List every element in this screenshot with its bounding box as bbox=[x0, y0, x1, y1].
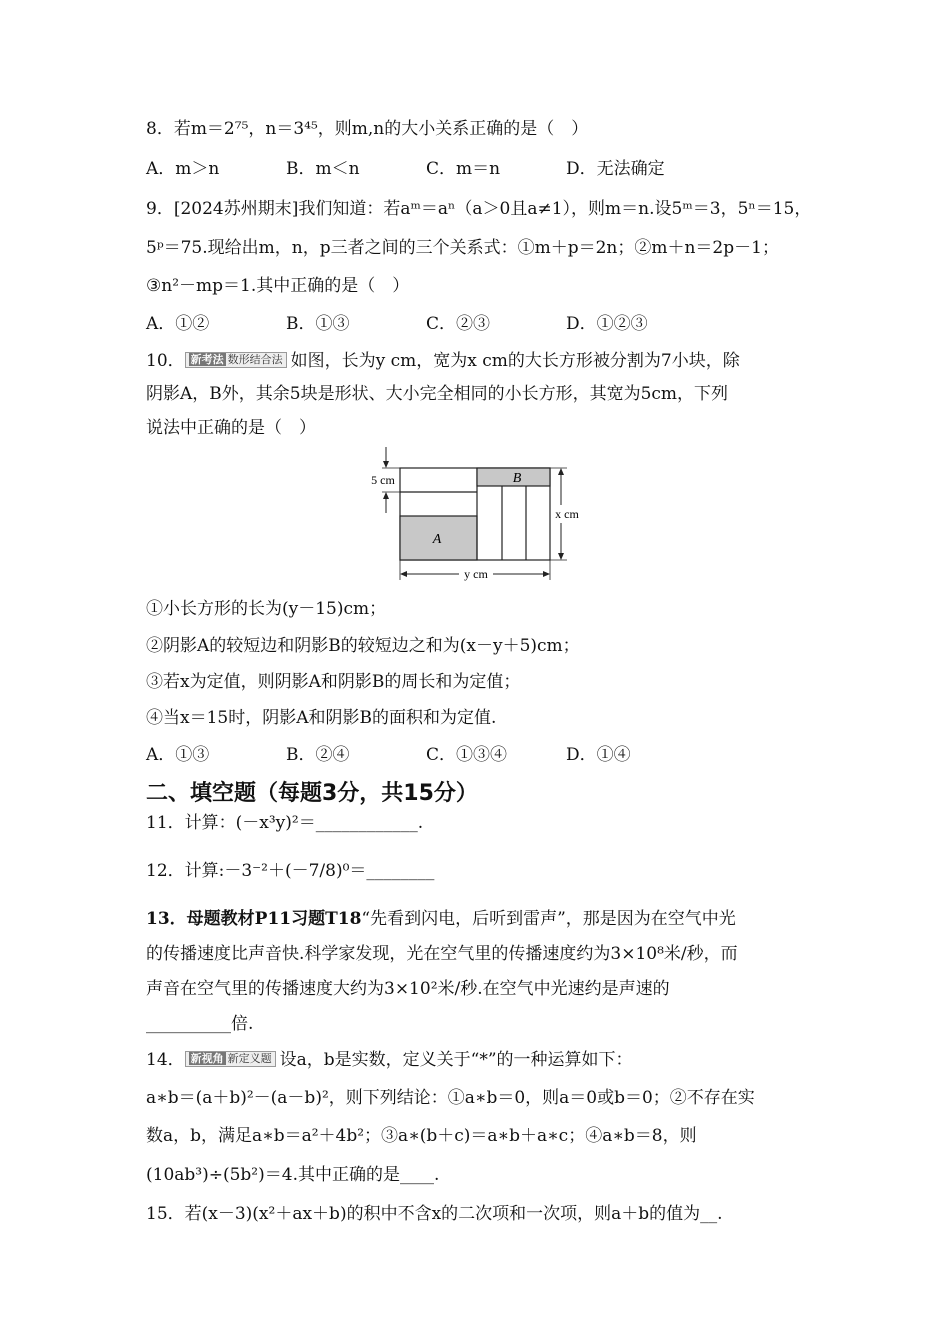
q8-option-c[interactable]: C．m＝n bbox=[426, 159, 501, 179]
q10-option-b[interactable]: B．②④ bbox=[286, 745, 350, 765]
q10-line-3: 说法中正确的是（ ） bbox=[146, 418, 316, 438]
section-2-title: 二、填空题（每题3分，共15分） bbox=[146, 781, 478, 806]
q13-line-3: 声音在空气里的传播速度大约为3×10²米/秒.在空气中光速约是声速的 bbox=[146, 979, 670, 999]
arrow-down-icon bbox=[383, 461, 389, 468]
q14-badge bbox=[185, 1051, 276, 1067]
q14-stem-1: 设a，b是实数，定义关于“*”的一种运算如下： bbox=[279, 1050, 633, 1070]
q8-options bbox=[146, 158, 706, 180]
q10-badge-label: 数形结合法 bbox=[227, 353, 283, 366]
q14-line-2: a∗b＝(a＋b)²－(a－b)²，则下列结论：①a∗b＝0，则a＝0或b＝0；②不存在实 bbox=[146, 1088, 755, 1108]
q15-text: 15．若(x－3)(x²＋ax＋b)的积中不含x的二次项和一次项，则a＋b的值为__. bbox=[146, 1204, 723, 1224]
q10-option-d[interactable]: D．①④ bbox=[566, 745, 631, 765]
q9-option-d[interactable]: D．①②③ bbox=[566, 314, 648, 334]
arrow-left-icon bbox=[400, 571, 407, 577]
q11-text: 11．计算：(－x³y)²＝____________. bbox=[146, 813, 424, 833]
q8-stem: 8．若m＝2⁷⁵，n＝3⁴⁵，则m,n的大小关系正确的是（ ） bbox=[146, 119, 589, 139]
q10-badge-tag: 新考法 bbox=[190, 353, 224, 366]
q8-option-d[interactable]: D．无法确定 bbox=[566, 159, 665, 179]
q14-badge-tag: 新视角 bbox=[190, 1052, 224, 1065]
q10-line-1 bbox=[146, 350, 740, 372]
q13-line-2: 的传播速度比声音快.科学家发现，光在空气里的传播速度约为3×10⁸米/秒，而 bbox=[146, 944, 738, 964]
q14-line-3: 数a，b，满足a∗b＝a²＋4b²；③a∗(b＋c)＝a∗b＋a∗c；④a∗b＝8，则 bbox=[146, 1126, 697, 1146]
q12-text: 12．计算:－3⁻²＋(－7/8)⁰＝________ bbox=[146, 861, 435, 881]
arrow-up-icon bbox=[558, 468, 564, 475]
label-b: B bbox=[512, 471, 522, 486]
label-x: x cm bbox=[555, 507, 579, 521]
q10-figure bbox=[355, 443, 595, 587]
q10-badge bbox=[185, 352, 287, 368]
q14-badge-label: 新定义题 bbox=[227, 1052, 272, 1065]
q10-stem-1: 如图，长为y cm，宽为x cm的大长方形被分割为7小块，除 bbox=[290, 351, 740, 371]
q14-line-1 bbox=[146, 1049, 633, 1071]
q13-line-1 bbox=[146, 908, 736, 930]
q9-option-c[interactable]: C．②③ bbox=[426, 314, 491, 334]
q10-statement-1: ①小长方形的长为(y－15)cm； bbox=[146, 599, 387, 619]
q13-source: 13．母题教材P11习题T18 bbox=[146, 909, 362, 929]
q9-line-3: ③n²－mp＝1.其中正确的是（ ） bbox=[146, 276, 410, 296]
q14-line-4: (10ab³)÷(5b²)＝4.其中正确的是____. bbox=[146, 1165, 440, 1185]
label-y: y cm bbox=[464, 567, 488, 581]
arrow-down-icon bbox=[558, 553, 564, 560]
label-5cm: 5 cm bbox=[371, 473, 395, 487]
q10-options bbox=[146, 744, 706, 766]
q14-number: 14． bbox=[146, 1050, 185, 1070]
q9-option-a[interactable]: A．①② bbox=[146, 314, 210, 334]
q10-option-c[interactable]: C．①③④ bbox=[426, 745, 508, 765]
q10-line-2: 阴影A，B外，其余5块是形状、大小完全相同的小长方形，其宽为5cm，下列 bbox=[146, 384, 729, 404]
q9-line-2: 5ᵖ＝75.现给出m，n，p三者之间的三个关系式：①m＋p＝2n；②m＋n＝2p－1； bbox=[146, 238, 779, 258]
q10-statement-2: ②阴影A的较短边和阴影B的较短边之和为(x－y＋5)cm； bbox=[146, 636, 580, 656]
q9-option-b[interactable]: B．①③ bbox=[286, 314, 350, 334]
q10-statement-3: ③若x为定值，则阴影A和阴影B的周长和为定值； bbox=[146, 672, 521, 692]
q10-option-a[interactable]: A．①③ bbox=[146, 745, 210, 765]
q9-line-1: 9．[2024苏州期末]我们知道：若aᵐ＝aⁿ（a＞0且a≠1），则m＝n.设5ᵐ＝3，5ⁿ＝15， bbox=[146, 199, 812, 219]
q8-option-b[interactable]: B．m＜n bbox=[286, 159, 360, 179]
arrow-up-icon bbox=[383, 492, 389, 499]
q10-statement-4: ④当x＝15时，阴影A和阴影B的面积和为定值. bbox=[146, 708, 497, 728]
arrow-right-icon bbox=[543, 571, 550, 577]
q13-line-4: __________倍. bbox=[146, 1014, 254, 1034]
q10-number: 10． bbox=[146, 351, 185, 371]
q13-stem-1: “先看到闪电，后听到雷声”，那是因为在空气中光 bbox=[361, 909, 736, 929]
label-a: A bbox=[432, 532, 442, 547]
q8-option-a[interactable]: A．m＞n bbox=[146, 159, 220, 179]
q9-options bbox=[146, 313, 706, 335]
